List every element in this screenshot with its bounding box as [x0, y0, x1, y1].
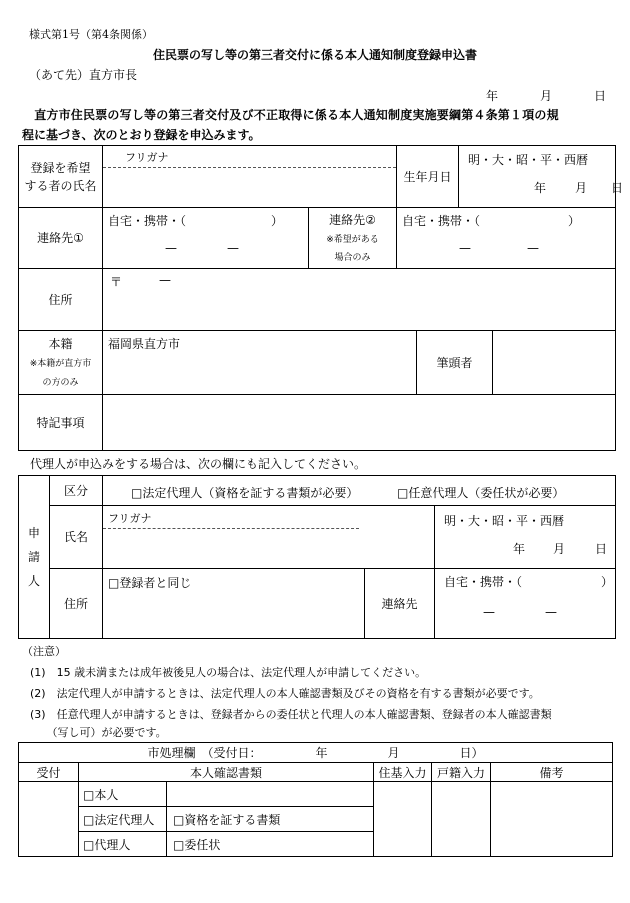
row-legal-rep-doc[interactable]: □資格を証する書類 — [167, 807, 374, 832]
registrant-name-label-1: 登録を希望 — [30, 160, 91, 175]
address-field[interactable] — [103, 269, 616, 331]
applicant-dob-day: 日 — [595, 542, 608, 556]
applicant-side-label-cell — [19, 476, 50, 639]
honseki-label-cell — [19, 331, 103, 395]
applicant-contact-label-cell — [365, 569, 435, 639]
honseki-note-2: の方のみ — [42, 377, 79, 388]
category-label-cell — [50, 476, 103, 506]
applicant-address-field[interactable] — [103, 569, 365, 639]
honseki-note-1: ※本籍が直方市 — [29, 359, 92, 369]
registrant-furigana-label: フリガナ — [125, 151, 169, 164]
contact1-field[interactable] — [103, 208, 309, 269]
col-id-docs: 本人確認書類 — [79, 763, 374, 782]
note-item-4: （写し可）が必要です。 — [30, 726, 167, 739]
addressee: （あて先）直方市長 — [29, 68, 138, 82]
category-options — [103, 476, 616, 506]
category-label: 区分 — [63, 483, 88, 498]
resident-input-cell[interactable] — [374, 782, 432, 857]
contact1-dash-2: — — [227, 241, 239, 255]
remarks-label: 特記事項 — [36, 415, 85, 430]
applicant-contact-field[interactable] — [435, 569, 616, 639]
applicant-era-options: 明・大・昭・平・西暦 — [444, 514, 565, 528]
applicant-contact-type: 自宅・携帯・（ — [444, 575, 523, 589]
contact1-label: 連絡先① — [37, 231, 84, 245]
intro-line-2: 程に基づき、次のとおり登録を申込みます。 — [22, 128, 261, 142]
col-resident-input: 住基入力 — [374, 763, 432, 782]
honseki-label: 本籍 — [48, 337, 73, 351]
address-label-cell — [19, 269, 103, 331]
intro-line-1: 直方市住民票の写し等の第三者交付及び不正取得に係る本人通知制度実施要綱第４条第１項の規 — [22, 108, 559, 122]
contact2-dash-1: — — [459, 241, 471, 255]
registrant-name-field[interactable] — [103, 146, 397, 208]
registrant-table — [18, 145, 624, 451]
row-self-doc[interactable] — [167, 782, 374, 807]
col-family-input: 戸籍入力 — [432, 763, 491, 782]
office-use-title: 市処理欄 （受付日： 年 月 日） — [19, 743, 613, 763]
applicant-contact-label: 連絡先 — [381, 596, 418, 611]
note-item-3: (3) 任意代理人が申請するときは、登録者からの委任状と代理人の本人確認書類、登録者の本人確認書類 — [30, 708, 552, 721]
contact1-paren-close: ） — [271, 214, 284, 228]
applicant-dob-year: 年 — [513, 542, 526, 556]
agent-instruction: 代理人が申込みをする場合は、次の欄にも記入してください。 — [18, 457, 367, 471]
date-day-label: 日 — [594, 89, 607, 103]
applicant-name-label-cell — [50, 506, 103, 569]
contact2-field[interactable] — [397, 208, 616, 269]
registrant-dob-year: 年 — [534, 181, 547, 195]
honseki-value: 福岡県直方市 — [108, 337, 181, 351]
registrant-dob-day: 日 — [611, 181, 624, 195]
row-agent[interactable]: □代理人 — [79, 832, 167, 857]
notes-heading: （注意） — [22, 645, 66, 658]
note-item-1: (1) 15 歳未満または成年被後見人の場合は、法定代理人が申請してください。 — [30, 666, 427, 679]
honseki-field[interactable] — [103, 331, 417, 395]
family-input-cell[interactable] — [432, 782, 491, 857]
date-year-label: 年 — [486, 89, 499, 103]
contact2-type: 自宅・携帯・（ — [402, 214, 481, 228]
registrant-dob-field[interactable] — [459, 146, 624, 208]
registrant-era-options: 明・大・昭・平・西暦 — [468, 153, 589, 167]
voluntary-rep-checkbox[interactable]: □任意代理人（委任状が必要） — [397, 486, 565, 500]
contact1-dash-1: — — [165, 241, 177, 255]
registrant-dob-month: 月 — [575, 181, 588, 195]
reception-cell[interactable] — [19, 782, 79, 857]
contact2-note-2: 場合のみ — [334, 253, 371, 263]
registrant-dob-label-cell — [397, 146, 459, 208]
office-use-table — [18, 742, 613, 857]
same-as-registrant-checkbox[interactable]: □登録者と同じ — [108, 576, 192, 590]
row-self[interactable]: □本人 — [79, 782, 167, 807]
row-agent-doc[interactable]: □委任状 — [167, 832, 374, 857]
registrant-name-label-cell — [19, 146, 103, 208]
address-label: 住所 — [48, 292, 73, 307]
contact2-label-cell — [309, 208, 397, 269]
applicant-address-label: 住所 — [63, 596, 88, 611]
applicant-side-label-3: 人 — [27, 574, 40, 588]
applicant-address-label-cell — [50, 569, 103, 639]
form-number: 様式第1号（第4条関係） — [29, 28, 153, 41]
contact1-label-cell — [19, 208, 103, 269]
col-remarks: 備考 — [491, 763, 613, 782]
applicant-name-field[interactable] — [103, 506, 435, 569]
legal-rep-checkbox[interactable]: □法定代理人（資格を証する書類が必要） — [131, 486, 359, 500]
registrant-dob-label: 生年月日 — [403, 169, 452, 184]
applicant-contact-dash-1: — — [483, 605, 495, 619]
form-title: 住民票の写し等の第三者交付に係る本人通知制度登録申込書 — [152, 48, 477, 62]
contact1-type: 自宅・携帯・（ — [108, 214, 187, 228]
remarks-field[interactable] — [103, 395, 616, 451]
contact2-dash-2: — — [527, 241, 539, 255]
applicant-side-label-1: 申 — [27, 526, 40, 540]
contact2-note-1: ※希望がある — [326, 234, 379, 245]
applicant-contact-paren-close: ） — [601, 575, 614, 589]
office-remarks-cell[interactable] — [491, 782, 613, 857]
head-of-family-label: 筆頭者 — [436, 355, 473, 370]
applicant-dob-field[interactable] — [435, 506, 616, 569]
remarks-label-cell — [19, 395, 103, 451]
postal-mark: 〒 — [110, 275, 123, 289]
applicant-dob-month: 月 — [553, 542, 566, 556]
note-item-2: (2) 法定代理人が申請するときは、法定代理人の本人確認書類及びその資格を有する書類が必要です。 — [30, 687, 540, 700]
contact2-paren-close: ） — [568, 214, 581, 228]
row-legal-rep[interactable]: □法定代理人 — [79, 807, 167, 832]
head-of-family-field[interactable] — [493, 331, 616, 395]
date-month-label: 月 — [540, 89, 553, 103]
registrant-name-label-2: する者の氏名 — [24, 178, 97, 193]
postal-dash: — — [159, 273, 171, 287]
applicant-name-label: 氏名 — [63, 530, 88, 544]
applicant-side-label-2: 請 — [27, 550, 40, 564]
col-reception: 受付 — [19, 763, 79, 782]
applicant-table — [18, 475, 616, 639]
applicant-contact-dash-2: — — [545, 605, 557, 619]
contact2-label: 連絡先② — [329, 212, 376, 227]
head-of-family-label-cell — [417, 331, 493, 395]
applicant-furigana-label: フリガナ — [108, 512, 152, 525]
